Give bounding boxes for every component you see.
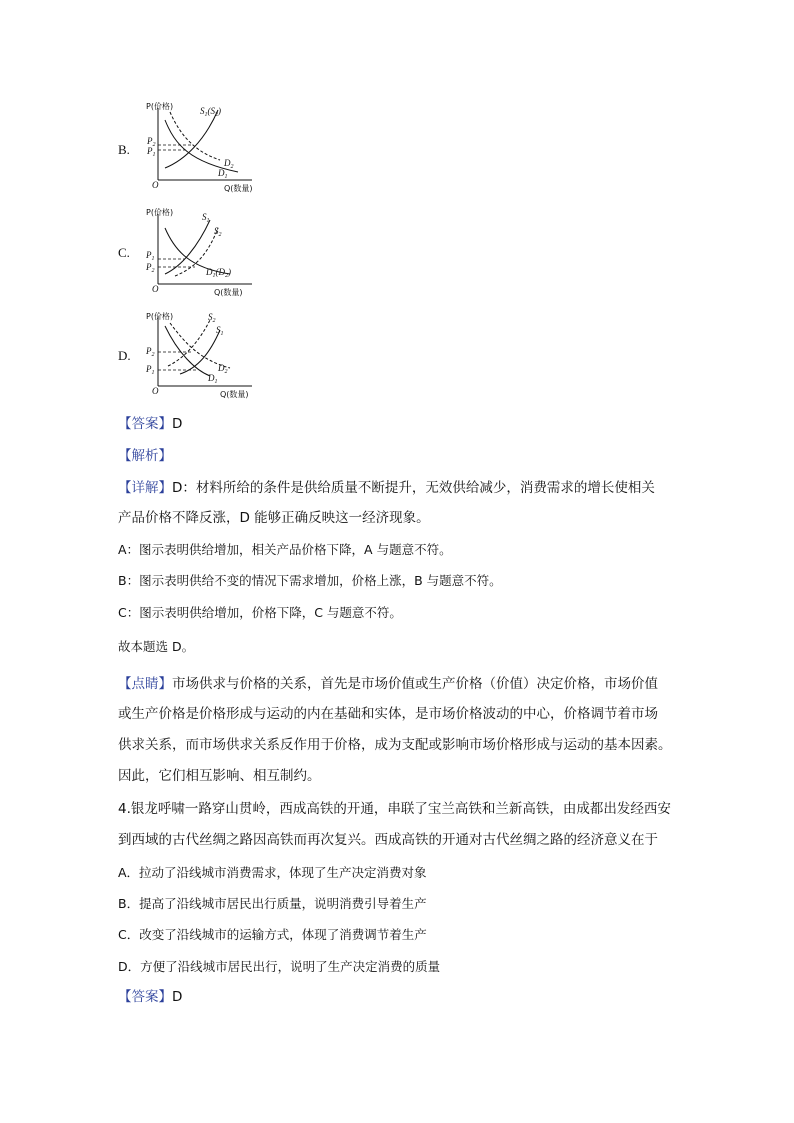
answer-value: D	[172, 416, 183, 432]
comment-text-1: 市场供求与价格的关系，首先是市场价值或生产价格（价值）决定价格，市场价值	[172, 676, 658, 692]
comment-line-3: 供求关系，而市场供求关系反作用于价格，成为支配或影响市场价格形成与运动的基本因素。	[118, 737, 672, 753]
conclusion: 故本题选 D。	[118, 639, 195, 654]
demand-curve-d1	[165, 326, 210, 376]
comment-line-1	[118, 674, 658, 694]
svg-text:P2: $P_2$	[146, 346, 155, 358]
supply-label-2: S	[214, 226, 219, 236]
svg-text:P2: $P_2$	[147, 136, 156, 148]
supply-label-1: S	[216, 325, 221, 335]
y-axis-label: P(价格)	[146, 208, 174, 217]
supply-demand-graph-b	[140, 100, 258, 195]
explain-b: B：图示表明供给不变的情况下需求增加，价格上涨，B 与题意不符。	[118, 573, 502, 588]
supply-demand-graph-d	[140, 308, 258, 403]
price-label-1: P	[147, 136, 153, 146]
svg-text:S2: $S_2$	[208, 312, 216, 324]
supply-demand-graph-c	[140, 206, 258, 301]
detail-text-1: D：材料所给的条件是供给质量不断提升，无效供给减少，消费需求的增长使相关	[172, 480, 655, 496]
svg-text:D1(D2): $D_1(D_2)$	[206, 267, 231, 279]
question-4-option-c: C．改变了沿线城市的运输方式，体现了消费调节着生产	[118, 927, 427, 942]
supply-label-1: S	[202, 212, 207, 222]
demand-label-1: D	[208, 373, 215, 383]
demand-label: D	[206, 267, 213, 277]
svg-text:D1: $D_1$	[218, 168, 228, 180]
svg-text:D1: $D_1$	[208, 373, 218, 385]
question-4-option-a: A．拉动了沿线城市消费需求，体现了生产决定消费对象	[118, 865, 427, 880]
detail-tag: 【详解】	[118, 480, 172, 496]
explain-a: A：图示表明供给增加，相关产品价格下降，A 与题意不符。	[118, 542, 452, 557]
answer-line	[118, 414, 182, 434]
graph-option-d	[140, 308, 258, 403]
answer-value-2: D	[172, 989, 183, 1005]
price-label-2: P	[147, 146, 153, 156]
y-axis-label: P(价格)	[146, 312, 174, 321]
answer-tag: 【答案】	[118, 416, 172, 432]
comment-line-4: 因此，它们相互影响、相互制约。	[118, 768, 321, 784]
svg-text:S1: $S_1$	[202, 212, 210, 224]
supply-label-2: S	[208, 312, 213, 322]
x-axis-label: Q(数量)	[214, 288, 243, 297]
svg-text:S2: $S_2$	[214, 226, 222, 238]
question-4-option-d: D．方便了沿线城市居民出行，说明了生产决定消费的质量	[118, 959, 441, 974]
demand-label-1: D	[218, 168, 225, 178]
origin-label: O	[152, 386, 159, 396]
option-letter-b: B.	[118, 142, 130, 157]
price-label-1: P	[146, 250, 152, 260]
demand-label-2: D	[218, 363, 225, 373]
origin-label: O	[152, 180, 159, 190]
detail-line-1	[118, 478, 655, 498]
svg-text:P2: $P_2$	[146, 262, 155, 274]
price-label-2: P	[146, 346, 152, 356]
demand-label-2: D	[224, 158, 231, 168]
svg-text:P1: $P_1$	[147, 146, 156, 158]
comment-tag: 【点睛】	[118, 676, 172, 692]
explain-c: C：图示表明供给增加，价格下降，C 与题意不符。	[118, 605, 402, 620]
price-label-2: P	[146, 262, 152, 272]
demand-curve-d2	[170, 112, 220, 160]
supply-curve-s1	[165, 220, 210, 274]
svg-text:P1: $P_1$	[146, 364, 155, 376]
svg-text:P1: $P_1$	[146, 250, 155, 262]
x-axis-label: Q(数量)	[224, 184, 253, 193]
price-label-1: P	[146, 364, 152, 374]
detail-line-2: 产品价格不降反涨，D 能够正确反映这一经济现象。	[118, 510, 430, 526]
y-axis-label: P(价格)	[146, 102, 174, 111]
question-4-option-b: B．提高了沿线城市居民出行质量，说明消费引导着生产	[118, 896, 427, 911]
question-4-stem-1: 4.银龙呼啸一路穿山贯岭，西成高铁的开通，串联了宝兰高铁和兰新高铁，由成都出发经西安	[118, 801, 671, 817]
svg-text:D2: $D_2$	[218, 363, 228, 375]
svg-text:S1(S2): $S_1(S_2)$	[200, 106, 221, 118]
answer-tag-2: 【答案】	[118, 989, 172, 1005]
x-axis-label: Q(数量)	[220, 390, 249, 399]
origin-label: O	[152, 284, 159, 294]
question-4-stem-2: 到西域的古代丝绸之路因高铁而再次复兴。西成高铁的开通对古代丝绸之路的经济意义在于	[118, 832, 658, 848]
answer-line-2	[118, 987, 182, 1007]
option-letter-d: D.	[118, 348, 131, 363]
svg-text:D2: $D_2$	[224, 158, 234, 170]
option-letter-c: C.	[118, 245, 130, 260]
comment-line-2: 或生产价格是价格形成与运动的内在基础和实体，是市场价格波动的中心，价格调节着市场	[118, 706, 658, 722]
analysis-tag: 【解析】	[118, 448, 172, 464]
graph-option-c	[140, 206, 258, 301]
analysis-heading	[118, 446, 172, 466]
graph-option-b	[140, 100, 258, 195]
svg-text:S1: $S_1$	[216, 325, 224, 337]
supply-label: S	[200, 106, 205, 116]
